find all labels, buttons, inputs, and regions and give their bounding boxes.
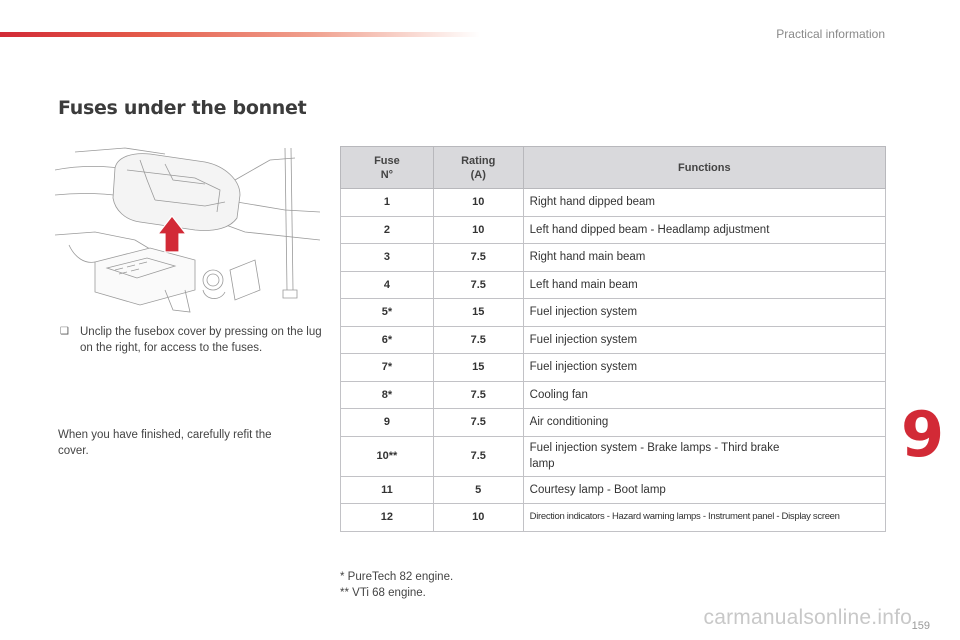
table-row <box>341 271 886 299</box>
fuse-function: Fuel injection system <box>523 326 885 354</box>
fuse-number: 3 <box>341 244 434 272</box>
fuse-number: 2 <box>341 216 434 244</box>
fuse-function: Direction indicators - Hazard warning lamps - Instrument panel - Display screen <box>523 504 885 532</box>
watermark: carmanualsonline.info <box>703 606 912 629</box>
table-header-row <box>341 147 886 189</box>
table-row <box>341 409 886 437</box>
fuse-rating: 7.5 <box>433 381 523 409</box>
fuse-table <box>340 146 886 532</box>
fuse-function: Fuel injection system <box>523 354 885 382</box>
header-fuse-label: Fuse <box>374 154 400 167</box>
fuse-rating: 7.5 <box>433 326 523 354</box>
page-number: 159 <box>911 620 930 632</box>
fuse-number: 5* <box>341 299 434 327</box>
fuse-function: Air conditioning <box>523 409 885 437</box>
fuse-function: Cooling fan <box>523 381 885 409</box>
table-row <box>341 326 886 354</box>
fusebox-illustration <box>55 140 320 320</box>
fuse-rating: 7.5 <box>433 271 523 299</box>
header-fuse-unit: N° <box>380 168 394 181</box>
table-row <box>341 476 886 504</box>
fuse-rating: 15 <box>433 299 523 327</box>
fuse-number: 10** <box>341 436 434 476</box>
fuse-rating: 15 <box>433 354 523 382</box>
footnote-single: * PureTech 82 engine. <box>340 571 454 583</box>
fuse-function: Fuel injection system - Brake lamps - Third brake lamp <box>523 436 885 476</box>
header-rating <box>433 147 523 189</box>
fuse-rating: 10 <box>433 216 523 244</box>
header-rating-unit: (A) <box>470 168 486 181</box>
table-row <box>341 381 886 409</box>
chapter-number: 9 <box>901 398 945 471</box>
fuse-rating: 7.5 <box>433 409 523 437</box>
fuse-number: 12 <box>341 504 434 532</box>
fuse-function: Right hand dipped beam <box>523 189 885 217</box>
section-title: Practical information <box>776 27 885 41</box>
fuse-function: Left hand dipped beam - Headlamp adjustment <box>523 216 885 244</box>
table-row <box>341 189 886 217</box>
footnote-double: ** VTi 68 engine. <box>340 587 426 599</box>
table-row <box>341 299 886 327</box>
fuse-number: 1 <box>341 189 434 217</box>
fuse-rating: 7.5 <box>433 244 523 272</box>
fuse-number: 6* <box>341 326 434 354</box>
checkbox-bullet-icon: ❑ <box>60 326 69 337</box>
instruction-text: Unclip the fusebox cover by pressing on the lug on the right, for access to the fuses. <box>80 326 322 354</box>
instruction-step <box>58 324 328 356</box>
table-row <box>341 354 886 382</box>
fuse-number: 11 <box>341 476 434 504</box>
footnotes <box>340 569 453 601</box>
fuse-rating: 10 <box>433 189 523 217</box>
table-row <box>341 504 886 532</box>
header-functions: Functions <box>523 147 885 189</box>
fuse-number: 4 <box>341 271 434 299</box>
fuse-number: 7* <box>341 354 434 382</box>
page-title: Fuses under the bonnet <box>58 97 307 119</box>
table-row <box>341 216 886 244</box>
fuse-rating: 10 <box>433 504 523 532</box>
header-accent-bar <box>0 32 480 37</box>
fuse-function: Courtesy lamp - Boot lamp <box>523 476 885 504</box>
refit-note: When you have finished, carefully refit the cover. <box>58 429 272 457</box>
fuse-function: Fuel injection system <box>523 299 885 327</box>
fuse-number: 9 <box>341 409 434 437</box>
fuse-function: Right hand main beam <box>523 244 885 272</box>
fuse-rating: 7.5 <box>433 436 523 476</box>
header-rating-label: Rating <box>461 154 496 167</box>
engine-bay-drawing <box>55 140 320 320</box>
fuse-number: 8* <box>341 381 434 409</box>
table-row <box>341 436 886 476</box>
header-fuse <box>341 147 434 189</box>
fuse-function: Left hand main beam <box>523 271 885 299</box>
fuse-rating: 5 <box>433 476 523 504</box>
table-row <box>341 244 886 272</box>
